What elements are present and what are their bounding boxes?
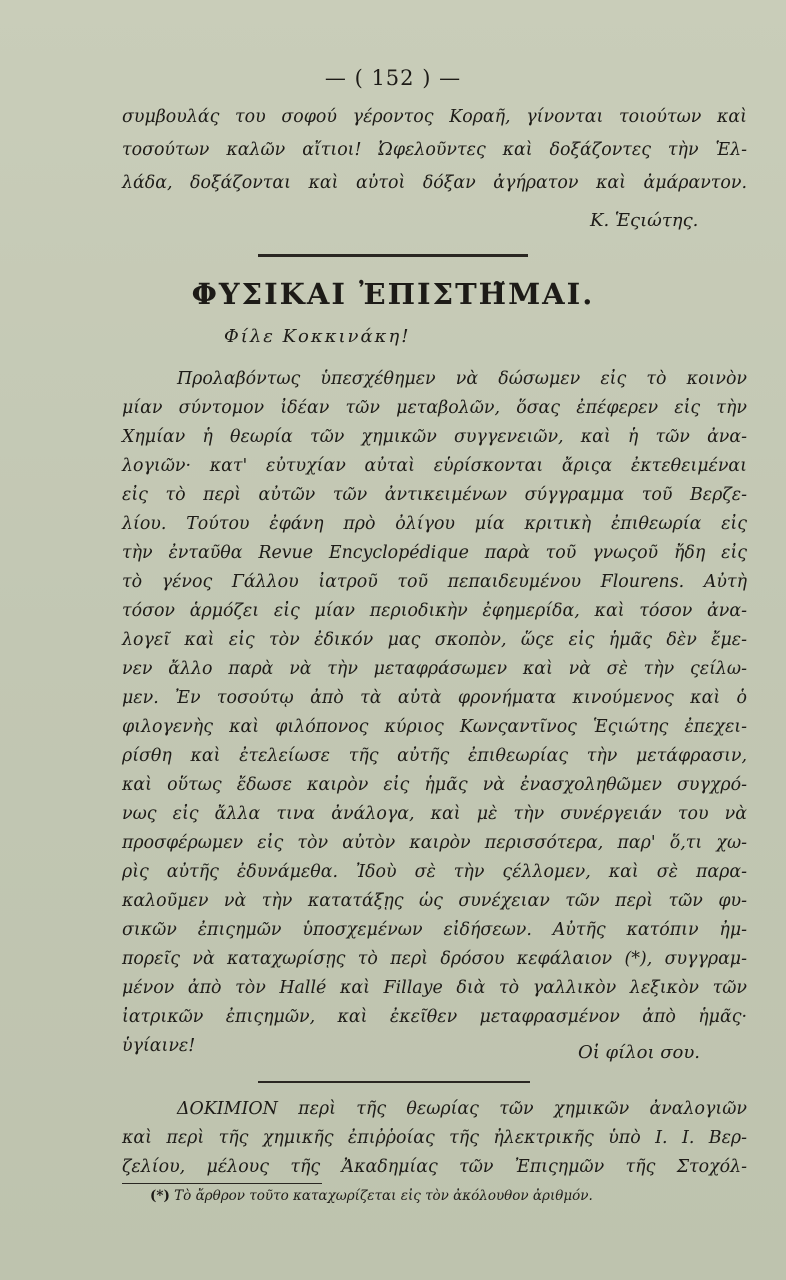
text-line: ρὶς αὐτῆς ἐδυνάμεθα. Ἰδοὺ σὲ τὴν ςέλλομεν, καὶ σὲ παρα- bbox=[122, 862, 747, 882]
text-line: σικῶν ἐπιςημῶν ὑποσχεμένων εἰδήσεων. Αὐτῆς κατόπιν ἠμ- bbox=[122, 920, 747, 940]
text-line: νεν ἄλλο παρὰ νὰ τὴν μεταφράσωμεν καὶ νὰ σὲ τὴν ςείλω- bbox=[122, 659, 747, 679]
text-line: λογεῖ καὶ εἰς τὸν ἐδικόν μας σκοπὸν, ὥςε εἰς ἡμᾶς δὲν ἔμε- bbox=[122, 630, 747, 650]
footnote bbox=[150, 1188, 593, 1204]
footnote-rule bbox=[122, 1183, 322, 1184]
text-line: καλοῦμεν νὰ τὴν κατατάξῃς ὡς συνέχειαν τῶν περὶ τῶν φυ- bbox=[122, 891, 747, 911]
intro-signature: Κ. Ἑςιώτης. bbox=[590, 210, 699, 231]
text-line: καὶ οὕτως ἔδωσε καιρὸν εἰς ἡμᾶς νὰ ἐνασχοληθῶμεν συγχρό- bbox=[122, 775, 747, 795]
salutation: Φίλε Κοκκινάκη! bbox=[224, 326, 411, 347]
section-divider bbox=[258, 254, 528, 257]
section-heading: ΦΥΣΙΚΑΙ ἘΠΙΣΤΗ̃ΜΑΙ. bbox=[191, 277, 595, 311]
text-line: ΔΟΚΙΜΙΟΝ περὶ τῆς θεωρίας τῶν χημικῶν ἀναλογιῶν bbox=[177, 1099, 747, 1119]
text-line: Προλαβόντως ὑπεσχέθημεν νὰ δώσωμεν εἰς τὸ κοινὸν bbox=[177, 369, 747, 389]
text-line: μένον ἀπὸ τὸν Hallé καὶ Fillaye διὰ τὸ γαλλικὸν λεξικὸν τῶν bbox=[122, 978, 747, 998]
text-line: λογιῶν· κατ' εὐτυχίαν αὐταὶ εὑρίσκονται ἄριςα ἐκτεθειμέναι bbox=[122, 456, 747, 476]
text-line: προσφέρωμεν εἰς τὸν αὐτὸν καιρὸν περισσότερα, παρ' ὅ,τι χω- bbox=[122, 833, 747, 853]
text-line: τοσούτων καλῶν αἴτιοι! Ὠφελοῦντες καὶ δοξάζοντες τὴν Ἑλ- bbox=[122, 140, 747, 160]
text-line: πορεῖς νὰ καταχωρίσῃς τὸ περὶ δρόσου κεφάλαιον (*), συγγραμ- bbox=[122, 949, 747, 969]
text-line: λάδα, δοξάζονται καὶ αὐτοὶ δόξαν ἀγήρατον καὶ ἀμάραντον. bbox=[122, 173, 747, 193]
text-line: Χημίαν ἡ θεωρία τῶν χημικῶν συγγενειῶν, καὶ ἡ τῶν ἀνα- bbox=[122, 427, 747, 447]
page-number: — ( 152 ) — bbox=[324, 66, 462, 90]
footnote-text: Τὸ ἄρθρον τοῦτο καταχωρίζεται εἰς τὸν ἀκόλουθον ἀριθμόν. bbox=[174, 1188, 593, 1204]
text-line: νως εἰς ἄλλα τινα ἀνάλογα, καὶ μὲ τὴν συνέργειάν του νὰ bbox=[122, 804, 747, 824]
text-line: καὶ περὶ τῆς χημικῆς ἐπιῤῥοίας τῆς ἠλεκτρικῆς ὑπὸ Ι. Ι. Βερ- bbox=[122, 1128, 747, 1148]
text-line: μίαν σύντομον ἰδέαν τῶν μεταβολῶν, ὅσας ἐπέφερεν εἰς τὴν bbox=[122, 398, 747, 418]
text-line: μεν. Ἐν τοσούτῳ ἀπὸ τὰ αὐτὰ φρονήματα κινούμενος καὶ ὁ bbox=[122, 688, 747, 708]
text-line: εἰς τὸ περὶ αὐτῶν τῶν ἀντικειμένων σύγγραμμα τοῦ Βερζε- bbox=[122, 485, 747, 505]
section-divider bbox=[258, 1081, 530, 1083]
text-line: τὴν ἐνταῦθα Revue Encyclopédique παρὰ τοῦ γνωςοῦ ἤδη εἰς bbox=[122, 543, 747, 563]
footnote-mark: (*) bbox=[150, 1188, 170, 1204]
text-line: ρίσθη καὶ ἐτελείωσε τῆς αὐτῆς ἐπιθεωρίας τὴν μετάφρασιν, bbox=[122, 746, 747, 766]
text-line: ἰατρικῶν ἐπιςημῶν, καὶ ἐκεῖθεν μεταφρασμένον ἀπὸ ἡμᾶς· bbox=[122, 1007, 747, 1027]
letter-signature: Οἱ φίλοι σου. bbox=[578, 1042, 701, 1063]
text-line: ζελίου, μέλους τῆς Ἀκαδημίας τῶν Ἐπιςημῶν τῆς Στοχόλ- bbox=[122, 1157, 747, 1177]
text-line: τὸ γένος Γάλλου ἰατροῦ τοῦ πεπαιδευμένου Flourens. Αὐτὴ bbox=[122, 572, 747, 592]
text-line: λίου. Τούτου ἐφάνη πρὸ ὀλίγου μία κριτικὴ ἐπιθεωρία εἰς bbox=[122, 514, 747, 534]
text-line: συμβουλάς του σοφού γέροντος Κοραῆ, γίνονται τοιούτων καὶ bbox=[122, 107, 747, 127]
text-line: ὑγίαινε! bbox=[122, 1036, 196, 1056]
text-line: τόσον ἁρμόζει εἰς μίαν περιοδικὴν ἐφημερίδα, καὶ τόσον ἀνα- bbox=[122, 601, 747, 621]
text-line: φιλογενὴς καὶ φιλόπονος κύριος Κωνςαντῖνος Ἑςιώτης ἐπεχει- bbox=[122, 717, 747, 737]
